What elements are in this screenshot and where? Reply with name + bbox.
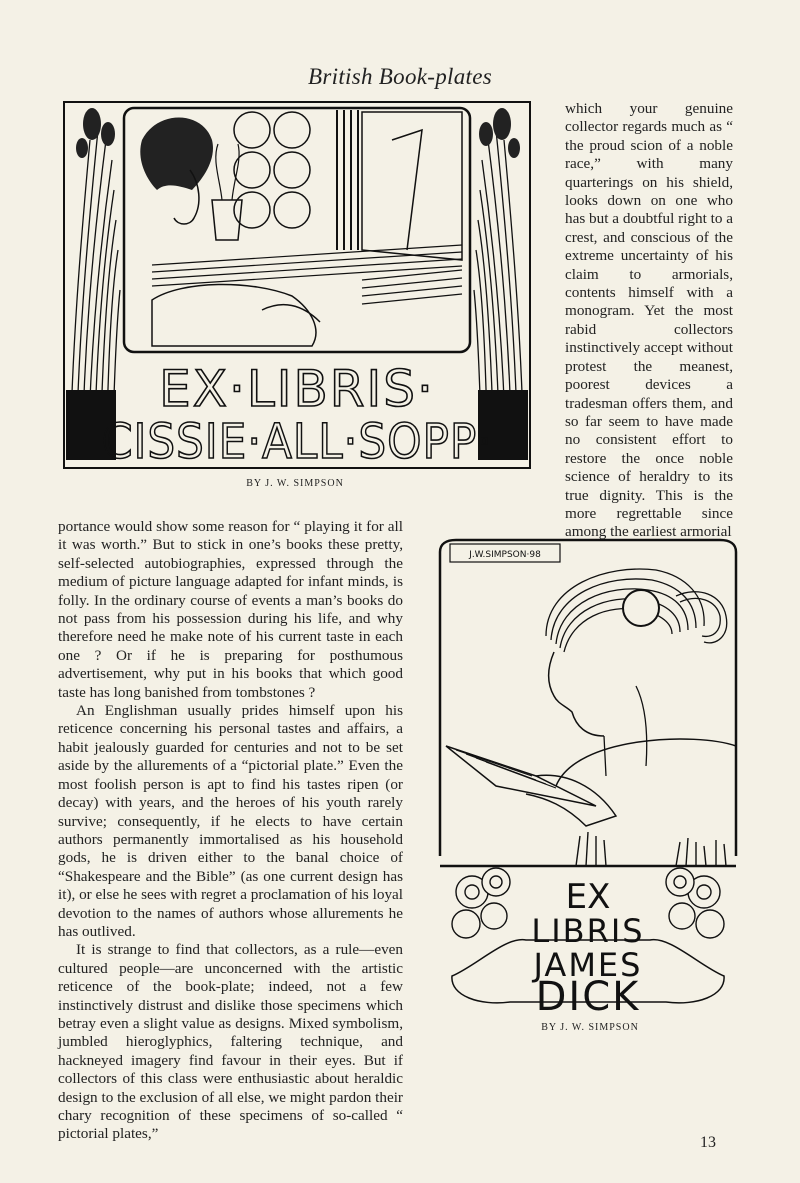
plate2-line3: JAMES <box>533 946 643 984</box>
plate2-credit: BY J. W. SIMPSON <box>541 1022 639 1033</box>
plate2-line4: DICK <box>535 974 641 1016</box>
central-scene <box>124 108 470 352</box>
plate2-banner: J.W.SIMPSON·98 <box>469 550 541 560</box>
bookplate-cissie-allsopp <box>62 100 532 470</box>
paragraph-left-3: It is strange to find that collectors, as a rule—even cultured people—are unconcerned with the artistic reticence of the book-plate; indeed, not a few instinctively distrust and dislike those specimens which betray even a slight value as designs. Mixed symbolism, jumbled hieroglyphics, faltering technique, and hackneyed imagery find favour in their eyes. But if collectors of this class were enthusiastic about heraldic design to the exclusion of all else, we might pardon their chary recognition of these specimens of so-called “ pictorial plates,” <box>58 941 403 1143</box>
plate1-line1: EX·LIBRIS· <box>159 360 435 418</box>
plate2-line1: EX <box>565 877 611 917</box>
paragraph-right-1: which your genuine collector regards much as “ the proud scion of a noble race,” with many quarterings on his shield, looks down on one who has but a doubtful right to a crest, and conscious of the extreme uncertainty of his claim to armorials, contents himself with a monogram. Yet the most rabid collectors instinctively accept without protest the meanest, poorest devices a tradesman offers them, and so far seem to have made no consistent effort to restore the once noble science of heraldry to its true dignity. This is the more regrettable since among the earliest armorial <box>565 100 733 541</box>
paragraph-left-1: portance would show some reason for “ playing it for all it was worth.” But to stick in one’s books these pretty, self-selected autobiographies, expressed through the medium of picture language adapted for infant minds, is folly. In the ordinary course of events a man’s books do not pass from his possession during his life, and why therefore need he make note of his current taste in each one ? Or if he is preparing for posthumous advertisement, why put in his books that which good taste has long banished from tombstones ? <box>58 518 403 701</box>
running-head: British Book-plates <box>308 64 492 89</box>
column-left <box>58 518 403 1144</box>
plate1-line2: CISSIE·ALL·SOPP· <box>102 414 492 470</box>
right-iris-flowers <box>479 108 520 158</box>
right-rose-cluster <box>666 868 724 938</box>
page-number: 13 <box>700 1134 716 1151</box>
bookplate-illustration-2 <box>436 536 740 1016</box>
paragraph-left-2: An Englishman usually prides himself upon his reticence concerning his personal tastes and affairs, a habit jealously guarded for centuries and not to be set aside by the allurements of a “pictorial plate.” Even the most foolish person is apt to find his tastes ripen (or decay) with years, and the heroes of his youth rarely survive; consequently, if he elects to have certain authors permanently immortalised as his household gods, he is driven either to the banal choice of “Shakespeare and the Bible” (as one current design has it), or else he sees with regret a proclamation of his loyal devotion to the names of authors whose allurements he has outlived. <box>58 702 403 940</box>
plate2-line2: LIBRIS <box>531 912 645 950</box>
left-rose-cluster <box>452 868 510 938</box>
column-right-top <box>565 100 733 542</box>
bookplate-james-dick <box>436 536 740 1016</box>
plate1-credit: BY J. W. SIMPSON <box>246 478 344 489</box>
bookplate-illustration-1 <box>62 100 532 470</box>
